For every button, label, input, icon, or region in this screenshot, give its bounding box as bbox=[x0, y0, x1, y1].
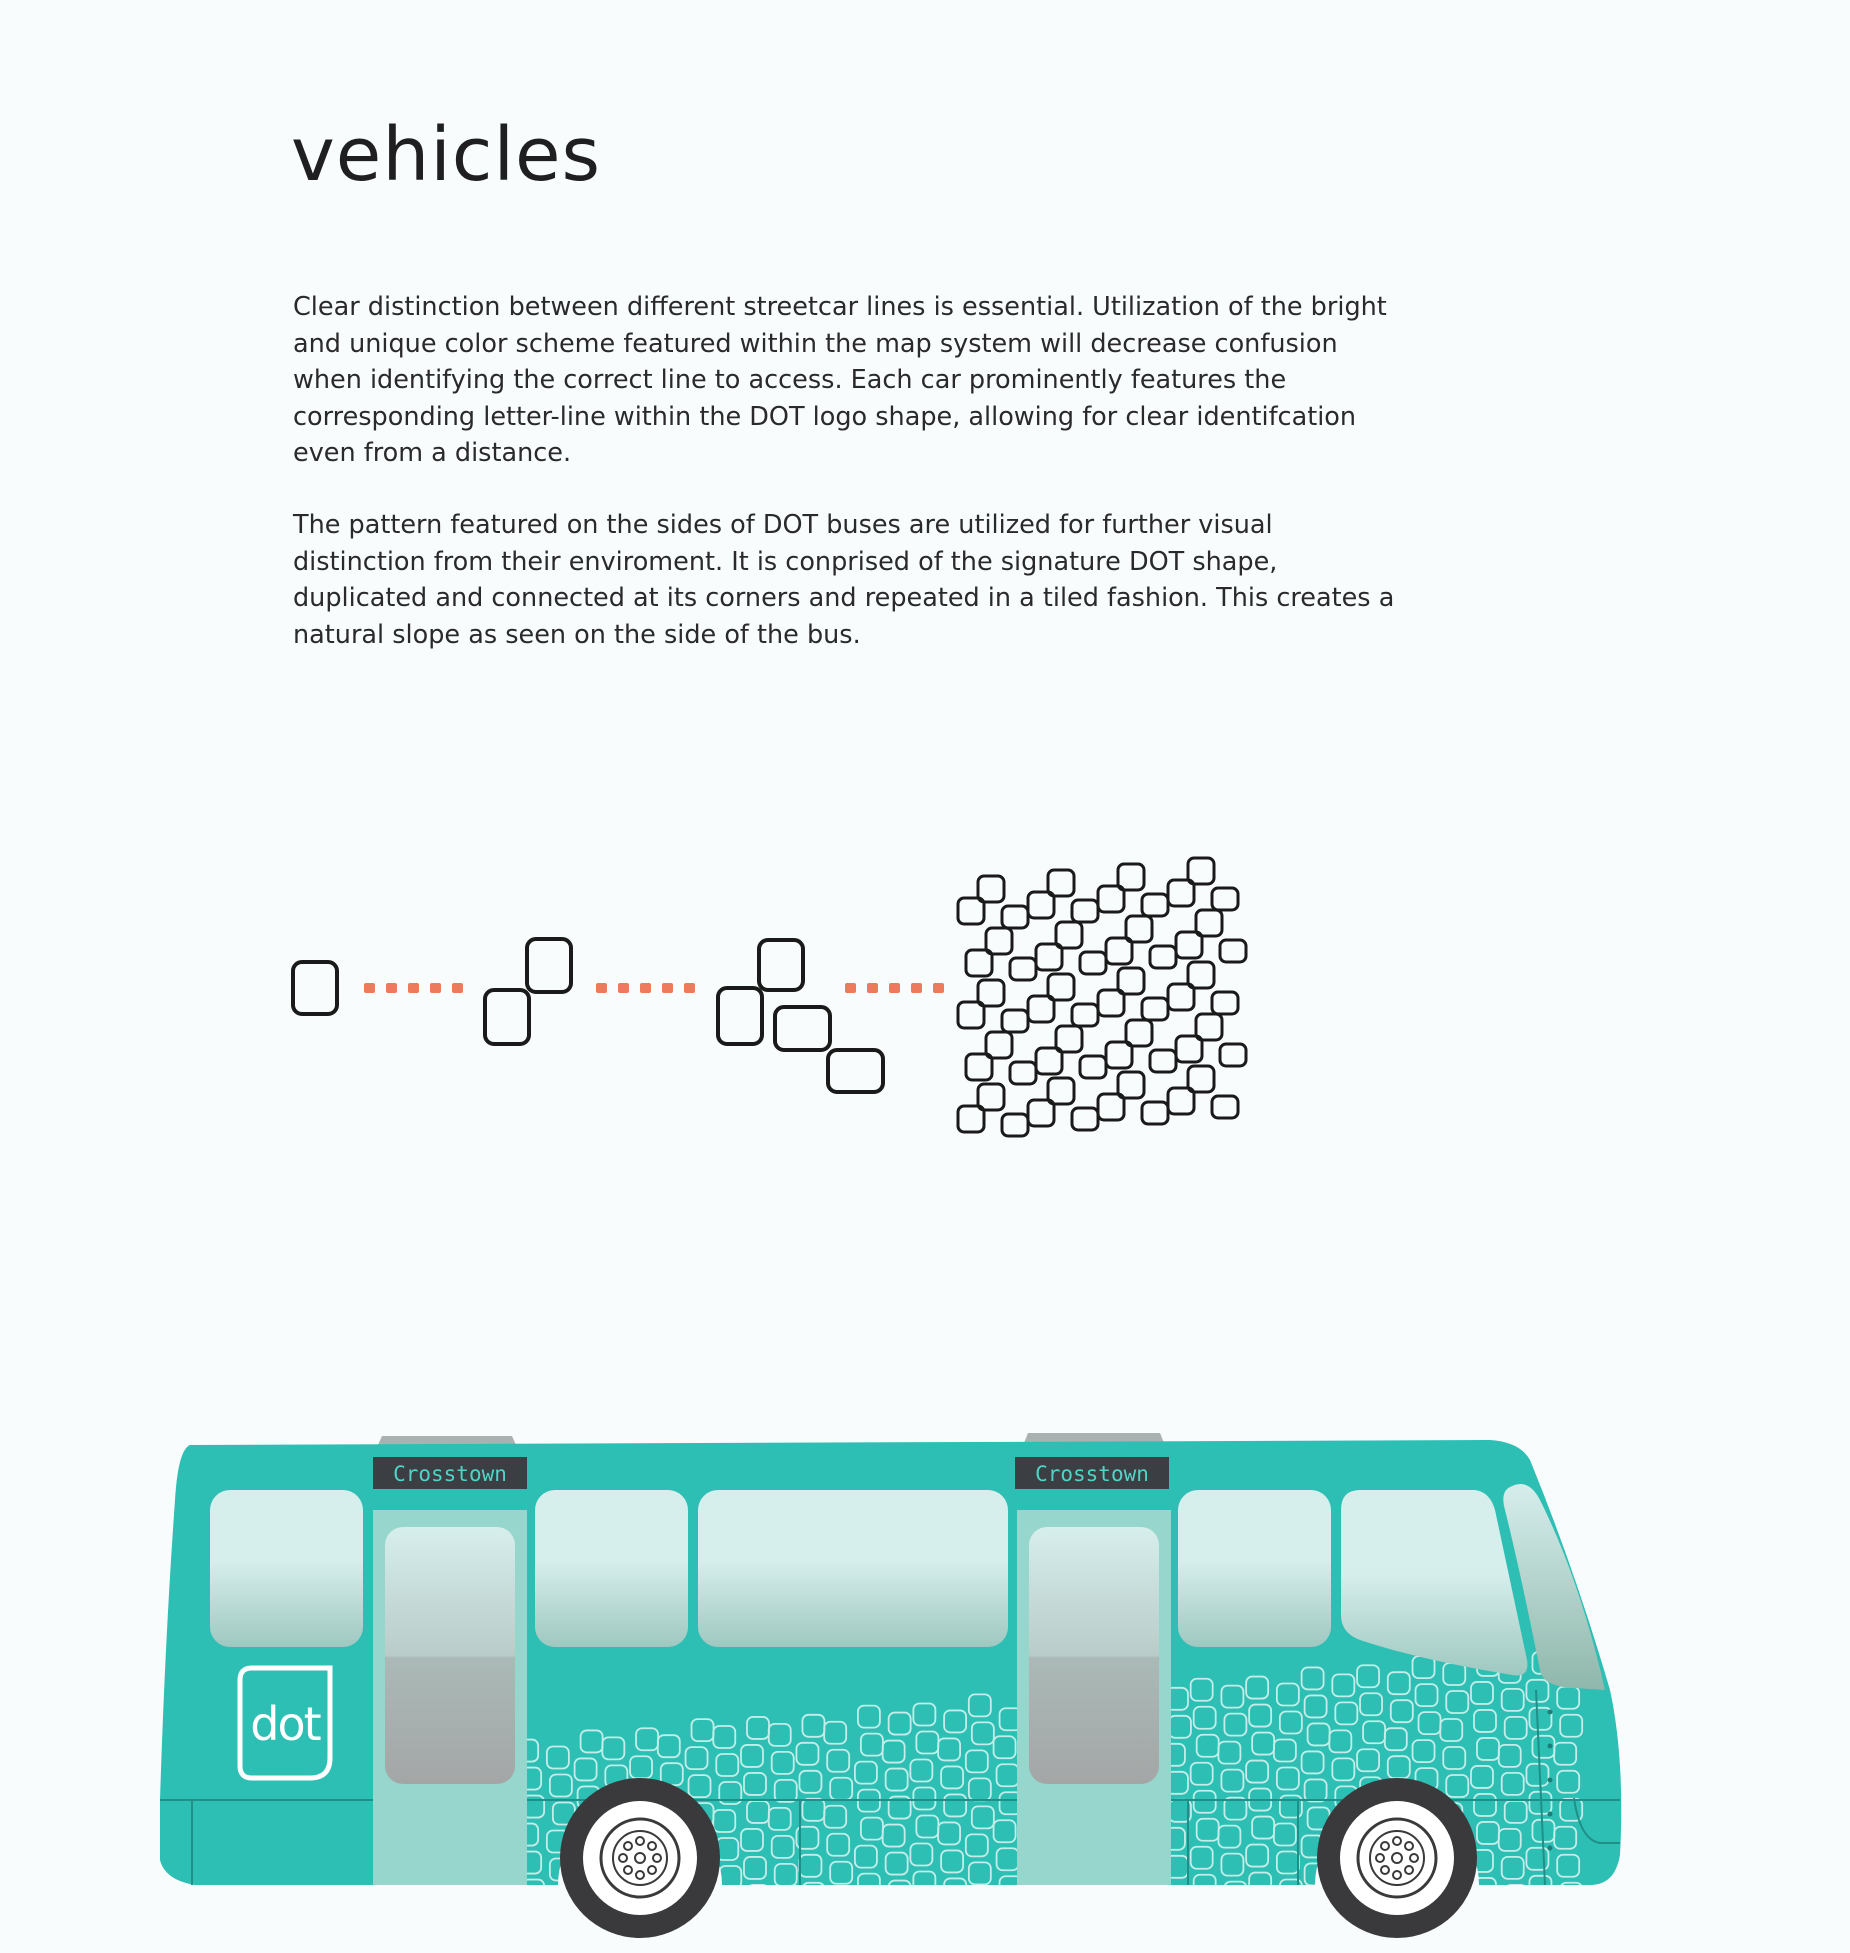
pattern-paragraph: The pattern featured on the sides of DOT buses are utilized for further visual distinction from their enviroment. It is conprised of the signature DOT shape, duplicated and connected at its corners and repeated in a tiled fashion. This creates a natural slope as seen on the side of the bus. bbox=[293, 510, 1395, 650]
rear-door bbox=[373, 1510, 527, 1885]
pattern-tile bbox=[1002, 1114, 1028, 1136]
pattern-tile bbox=[1212, 888, 1238, 910]
roof-hatch-rear bbox=[378, 1436, 516, 1445]
window-middle-2 bbox=[698, 1490, 1008, 1647]
pattern-tile bbox=[1072, 1108, 1098, 1130]
window-front-1 bbox=[1178, 1490, 1331, 1647]
pattern-tile bbox=[1080, 952, 1106, 974]
tiled-dot-pattern bbox=[958, 858, 1246, 1136]
pattern-tile bbox=[1212, 1096, 1238, 1118]
pattern-tile bbox=[1142, 1102, 1168, 1124]
pattern-tile bbox=[1002, 906, 1028, 928]
bus-pattern-tile bbox=[1505, 1885, 1527, 1907]
pattern-tile bbox=[1072, 1004, 1098, 1026]
window-rear bbox=[210, 1490, 363, 1647]
destination-sign-rear bbox=[373, 1457, 527, 1489]
dot-logo-text: dot bbox=[250, 1697, 320, 1751]
pattern-tile bbox=[1220, 1044, 1246, 1066]
pattern-tile bbox=[1150, 1050, 1176, 1072]
bus-pattern-tile bbox=[1083, 1886, 1105, 1908]
bus-pattern-tile bbox=[802, 1883, 824, 1905]
destination-sign-rear-text: Crosstown bbox=[393, 1462, 507, 1486]
connector-dots bbox=[364, 983, 944, 993]
pattern-tile bbox=[1150, 946, 1176, 968]
destination-sign-front-text: Crosstown bbox=[1035, 1462, 1149, 1486]
pattern-tile bbox=[1142, 998, 1168, 1020]
pattern-construction-diagram bbox=[0, 840, 1850, 1140]
pattern-tile bbox=[1010, 1062, 1036, 1084]
pattern-tile bbox=[1220, 940, 1246, 962]
pattern-tile bbox=[1002, 1010, 1028, 1032]
front-door bbox=[1017, 1510, 1171, 1885]
double-dot-shape bbox=[485, 939, 571, 1044]
pattern-tile bbox=[1072, 900, 1098, 922]
pattern-tile bbox=[1080, 1056, 1106, 1078]
window-middle-1 bbox=[535, 1490, 688, 1647]
bus-pattern-tile bbox=[1560, 1883, 1582, 1905]
single-dot-shape bbox=[293, 962, 337, 1014]
page-title: vehicles bbox=[291, 112, 602, 198]
intro-paragraph: Clear distinction between different streetcar lines is essential. Utilization of the bright and unique color scheme featured within the map system will decrease confusion when identifying the correct line to access. Each car prominently features the corresponding letter-line within the DOT logo shape, allowing for clear identifcation even from a distance. bbox=[293, 292, 1387, 468]
pattern-tile bbox=[1212, 992, 1238, 1014]
bus-pattern-tile bbox=[747, 1885, 769, 1907]
quad-dot-shape bbox=[718, 940, 883, 1092]
pattern-tile bbox=[1010, 958, 1036, 980]
pattern-tile bbox=[1142, 894, 1168, 916]
bus-illustration bbox=[0, 1420, 1850, 1940]
destination-sign-front bbox=[1015, 1457, 1169, 1489]
